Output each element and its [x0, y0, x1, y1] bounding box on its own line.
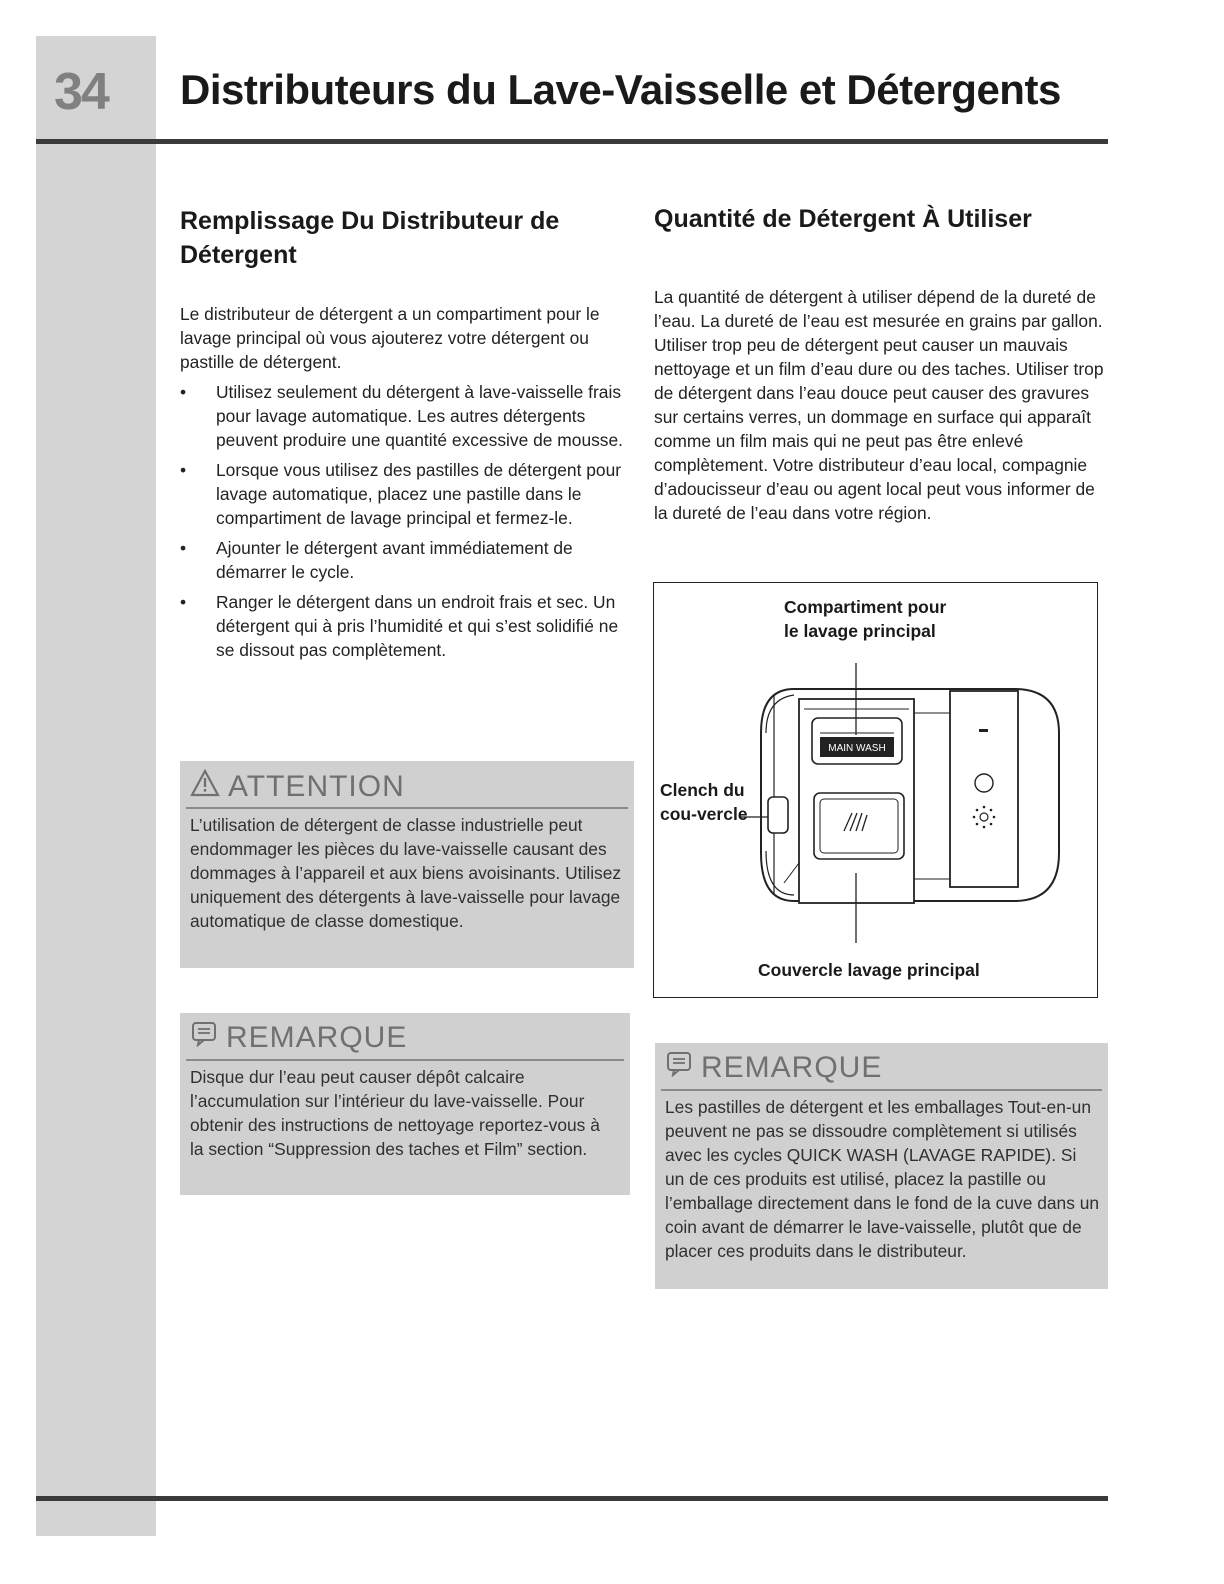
label-lid-latch: Clench du cou-vercle: [660, 780, 748, 824]
note-box-right: [655, 1043, 1108, 1289]
note-icon: [665, 1051, 693, 1085]
label-main-wash-compartment: Compartiment pour le lavage principal: [784, 597, 947, 641]
quantity-paragraph: La quantité de détergent à utiliser dépend de la dureté de l’eau. La dureté de l’eau est mesurée en grains par gallon. Utiliser trop peu de détergent peut causer un mauvais nettoyage et un film d’eau dure ou des taches. Utiliser trop de détergent dans l’eau douce peut causer des gravures sur certains verres, un dommage en surface qui apparaît comme un film mais qui ne peut pas être enlevé complètement. Votre distributeur d’eau local, compagnie d’adoucisseur d’eau ou agent local peut vous informer de la dureté de l’eau dans votre région.: [654, 287, 1104, 523]
warning-triangle-icon: [190, 769, 220, 805]
page-number: 34: [54, 63, 108, 121]
note-icon: [190, 1021, 218, 1055]
label-main-wash-cover: Couvercle lavage principal: [758, 960, 980, 980]
attention-box: [180, 761, 634, 968]
section-heading-filling: Remplissage Du Distributeur de Détergent: [180, 207, 560, 269]
note-title: REMARQUE: [226, 1021, 408, 1054]
note-box-left: [180, 1013, 630, 1195]
footer-rule: [36, 1496, 1108, 1501]
dispenser-diagram: [653, 582, 1098, 998]
list-item: • Utilisez seulement du détergent à lave-vaisselle frais pour lavage automatique. Les autres détergents peuvent produire une quantité excessive de mousse.: [180, 380, 635, 452]
attention-title: ATTENTION: [228, 770, 405, 803]
intro-paragraph: Le distributeur de détergent a un compartiment pour le lavage principal où vous ajouterez votre détergent ou pastille de détergent.: [180, 304, 600, 372]
attention-divider: [186, 807, 628, 809]
page-sidebar-band: [36, 36, 156, 1536]
cup-label: MAIN WASH: [828, 743, 886, 754]
list-item: • Ajounter le détergent avant immédiatement de démarrer le cycle.: [180, 536, 635, 584]
note-text: Disque dur l’eau peut causer dépôt calcaire l’accumulation sur l’intérieur du lave-vaisselle. Pour obtenir des instructions de nettoyage reportez-vous à la section “Suppression des taches et Film” section.: [190, 1067, 600, 1159]
instruction-list: [180, 380, 635, 668]
note-divider: [186, 1059, 624, 1061]
attention-text: L’utilisation de détergent de classe industrielle peut endommager les pièces du lave-vaisselle causant des dommages à l’appareil et aux biens avoisinants. Utilisez uniquement des détergents à lave-vaisselle pour lavage automatique de classe domestique.: [190, 815, 622, 931]
page-title: Distributeurs du Lave-Vaisselle et Détergents: [180, 66, 1061, 113]
list-item: • Lorsque vous utilisez des pastilles de détergent pour lavage automatique, placez une pastille dans le compartiment de lavage principal et fermez-le.: [180, 458, 635, 530]
header-rule: [36, 139, 1108, 144]
note-text: Les pastilles de détergent et les emballages Tout-en-un peuvent ne pas se dissoudre complètement si utilisés avec les cycles QUICK WASH (LAVAGE RAPIDE). Si un de ces produits est utilisé, placez la pastille ou l’emballage directement dans le fond de la cuve dans un coin avant de démarrer le lave-vaisselle, plutôt que de placer ces produits dans le distributeur.: [665, 1097, 1100, 1261]
note-title: REMARQUE: [701, 1051, 883, 1084]
section-heading-quantity: Quantité de Détergent À Utiliser: [654, 205, 1032, 233]
list-item: • Ranger le détergent dans un endroit frais et sec. Un détergent qui à pris l’humidité et qui s’est solidifié ne se dissout pas complètement.: [180, 590, 635, 662]
note-divider: [661, 1089, 1102, 1091]
